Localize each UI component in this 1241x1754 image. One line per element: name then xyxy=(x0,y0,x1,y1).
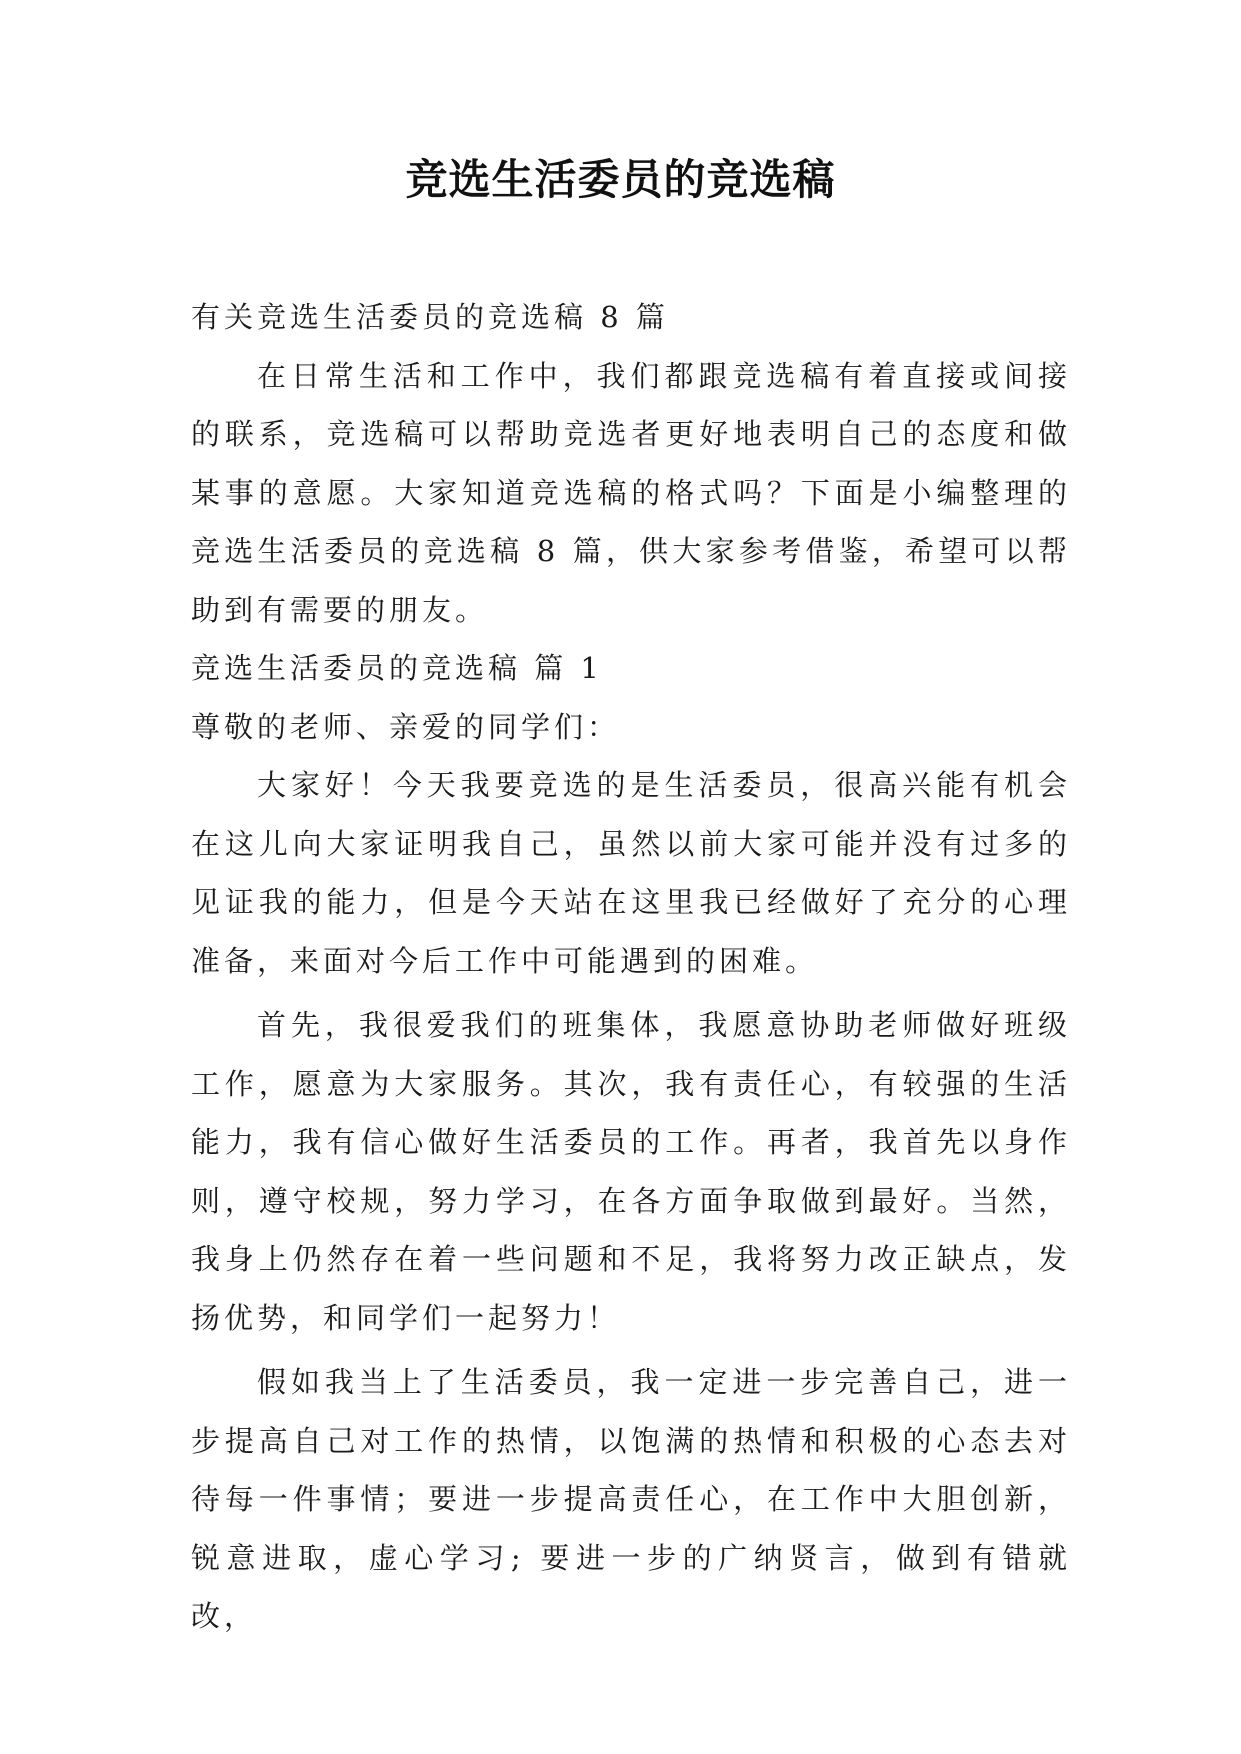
document-title: 竞选生活委员的竞选稿 xyxy=(405,155,836,204)
salutation: 尊敬的老师、亲爱的同学们： xyxy=(191,709,621,744)
intro-paragraph: 在日常生活和工作中，我们都跟竞选稿有着直接或间接的联系，竞选稿可以帮助竞选者更好地表明自己的态度和做某事的意愿。大家知道竞选稿的格式吗？下面是小编整理的竞选生活委员的竞选稿 8 篇，供大家参考借鉴，希望可以帮助到有需要的朋友。 xyxy=(191,358,1071,627)
section-heading: 竞选生活委员的竞选稿 篇 1 xyxy=(191,651,603,685)
document-body xyxy=(191,288,1071,1646)
heading-line: 有关竞选生活委员的竞选稿 8 篇 xyxy=(191,300,669,334)
body-paragraph-1: 大家好！今天我要竞选的是生活委员，很高兴能有机会在这儿向大家证明我自己，虽然以前大家可能并没有过多的见证我的能力，但是今天站在这里我已经做好了充分的心理准备，来面对今后工作中可能遇到的困难。 xyxy=(191,768,1071,978)
body-paragraph-2: 首先，我很爱我们的班集体，我愿意协助老师做好班级工作，愿意为大家服务。其次，我有责任心，有较强的生活能力，我有信心做好生活委员的工作。再者，我首先以身作则，遵守校规，努力学习，在各方面争取做到最好。当然，我身上仍然存在着一些问题和不足，我将努力改正缺点，发扬优势，和同学们一起努力！ xyxy=(191,1008,1071,1335)
body-paragraph-3: 假如我当上了生活委员，我一定进一步完善自己，进一步提高自己对工作的热情，以饱满的热情和积极的心态去对待每一件事情；要进一步提高责任心，在工作中大胆创新，锐意进取，虚心学习; 要进一步的广纳贤言，做到有错就改， xyxy=(191,1365,1071,1633)
